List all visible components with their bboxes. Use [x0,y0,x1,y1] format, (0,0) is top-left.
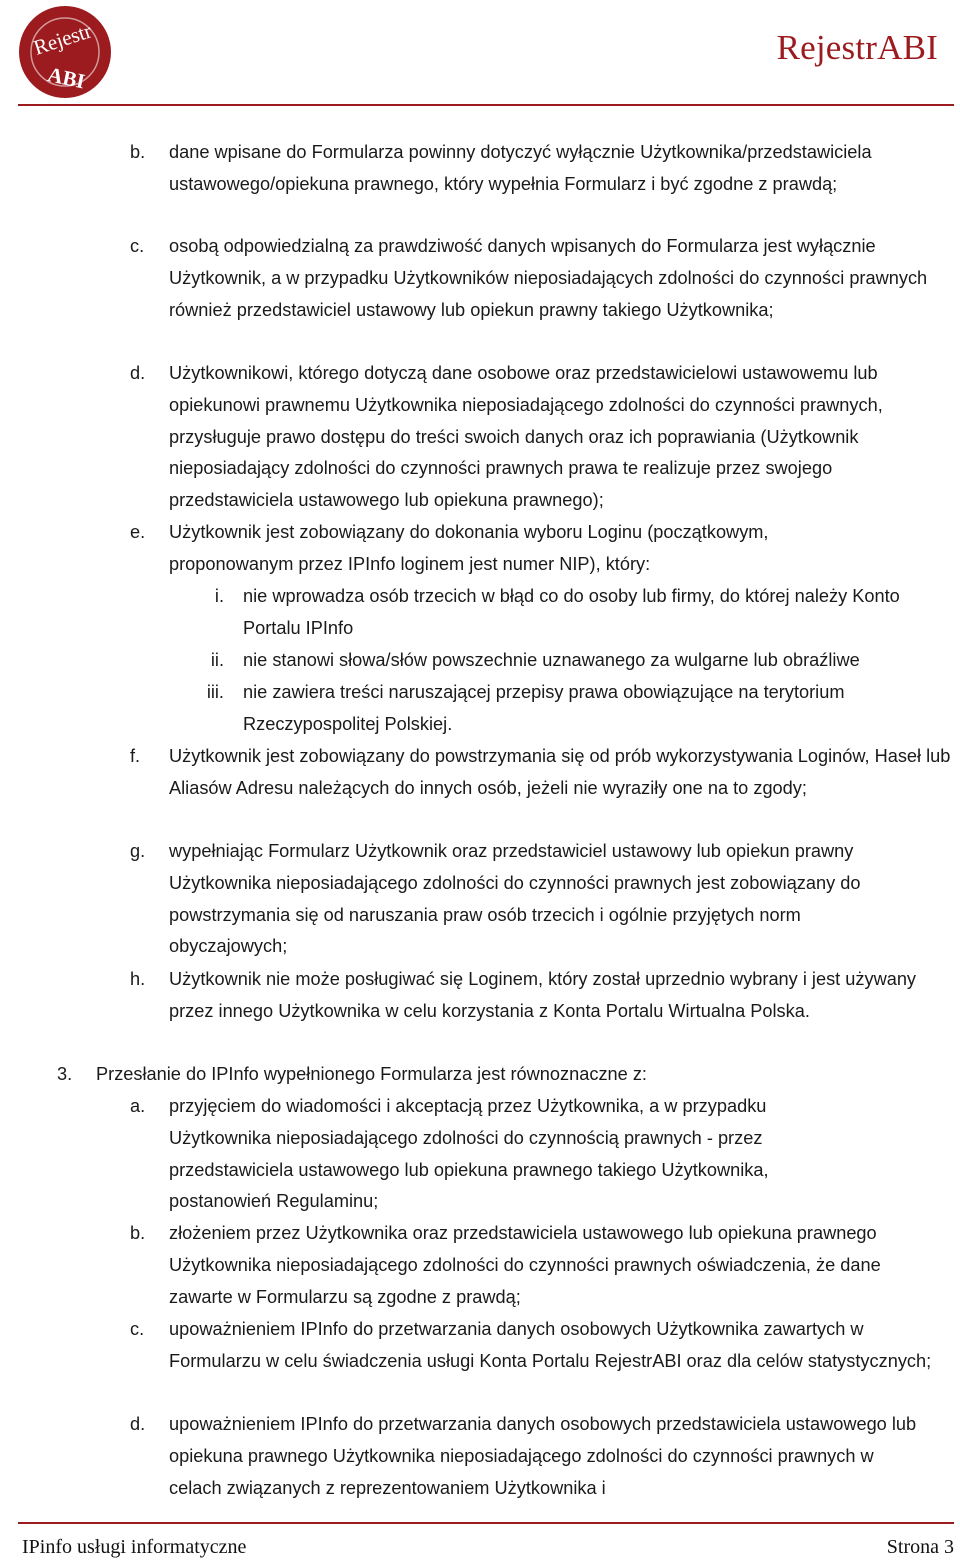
header-divider [18,104,954,106]
page-footer [18,1522,954,1566]
list-item-text: upoważnieniem IPInfo do przetwarzania danych osobowych Użytkownika zawartych w Formularzu w celu świadczenia usługi Konta Portalu RejestrABI oraz dla celów statystycznych; [169,1319,932,1371]
page-header [0,0,960,104]
list-item-text: dane wpisane do Formularza powinny dotyczyć wyłącznie Użytkownika/przedstawiciela ustawowego/opiekuna prawnego, który wypełnia Formularz i być zgodne z prawdą; [169,142,872,194]
list-marker: i. [214,586,224,606]
list-item-text: Użytkownik nie może posługiwać się Loginem, który został uprzednio wybrany i jest używany przez innego Użytkownika w celu korzystania z Konta Portalu Wirtualna Polska. [169,969,917,1021]
logo-text-bottom: ABI [45,62,88,94]
list-marker: iii. [206,682,224,702]
header-title: RejestrABI [776,28,938,67]
list-marker: ii. [210,650,224,670]
list-item-text: Użytkownik jest zobowiązany do powstrzymania się od prób wykorzystywania Loginów, Haseł lub Aliasów Adresu należących do innych osób, jeżeli nie wyraziły one na to zgody; [169,746,951,798]
list-item-text: nie zawiera treści naruszającej przepisy prawa obowiązujące na terytorium Rzeczypospolitej Polskiej. [243,682,845,734]
list-marker: g. [130,841,146,861]
footer-company: IPinfo usługi informatyczne [22,1536,247,1558]
list-marker: c. [130,236,145,256]
list-item-text: osobą odpowiedzialną za prawdziwość danych wpisanych do Formularza jest wyłącznie Użytkownik, a w przypadku Użytkowników nieposiadających zdolności do czynności prawnych również przedstawiciel ustawowy lub opiekun prawny takiego Użytkownika; [169,236,928,320]
logo-text-top: Rejestr [30,18,95,60]
footer-divider [18,1522,954,1524]
list-item-text: nie stanowi słowa/słów powszechnie uznawanego za wulgarne lub obraźliwe [243,650,860,670]
list-item-text: nie wprowadza osób trzecich w błąd co do osoby lub firmy, do której należy Konto Portalu IPInfo [243,586,900,638]
list-item-text: wypełniając Formularz Użytkownik oraz przedstawiciel ustawowy lub opiekun prawny Użytkownika nieposiadającego zdolności do czynności prawnych jest zobowiązany do powstrzymania się od naruszania praw osób trzecich i ogólnie przyjętych norm obyczajowych; [169,841,861,957]
list-marker: b. [130,142,146,162]
list-marker: b. [130,1223,146,1243]
list-marker: h. [130,969,146,989]
list-marker: e. [130,522,146,542]
rejestrabi-logo [17,4,113,100]
list-item-text: upoważnieniem IPInfo do przetwarzania danych osobowych przedstawiciela ustawowego lub opiekuna prawnego Użytkownika nieposiadającego zdolności do czynności prawnych w celach związanych z reprezentowaniem Użytkownika i [169,1414,917,1498]
list-marker: a. [130,1096,146,1116]
list-marker: c. [130,1319,145,1339]
page-number: Strona 3 [886,1536,954,1558]
list-marker: d. [130,1414,146,1434]
list-item-text: Użytkownikowi, którego dotyczą dane osobowe oraz przedstawicielowi ustawowemu lub opiekunowi prawnemu Użytkownika nieposiadającego zdolności do czynności prawnych, przysługuje prawo dostępu do treści swoich danych oraz ich poprawiania (Użytkownik nieposiadający zdolności do czynności prawnych prawa te realizuje przez swojego przedstawiciela ustawowego lub opiekuna prawnego); [169,363,883,511]
list-marker: f. [130,746,141,766]
list-item-text: Użytkownik jest zobowiązany do dokonania wyboru Loginu (początkowym, proponowanym przez IPInfo loginem jest numer NIP), który: [169,522,769,574]
list-item-text: złożeniem przez Użytkownika oraz przedstawiciela ustawowego lub opiekuna prawnego Użytkownika nieposiadającego zdolności do czynności prawnych oświadczenia, że dane zawarte w Formularzu są zgodne z prawdą; [169,1223,881,1307]
list-marker: d. [130,363,146,383]
list-marker: 3. [57,1064,73,1084]
list-item-text: Przesłanie do IPInfo wypełnionego Formularza jest równoznaczne z: [96,1064,647,1084]
list-item-text: przyjęciem do wiadomości i akceptacją przez Użytkownika, a w przypadku Użytkownika nieposiadającego zdolności do czynnością prawnych - przez przedstawiciela ustawowego lub opiekuna prawnego takiego Użytkownika, postanowień Regulaminu; [169,1096,769,1212]
